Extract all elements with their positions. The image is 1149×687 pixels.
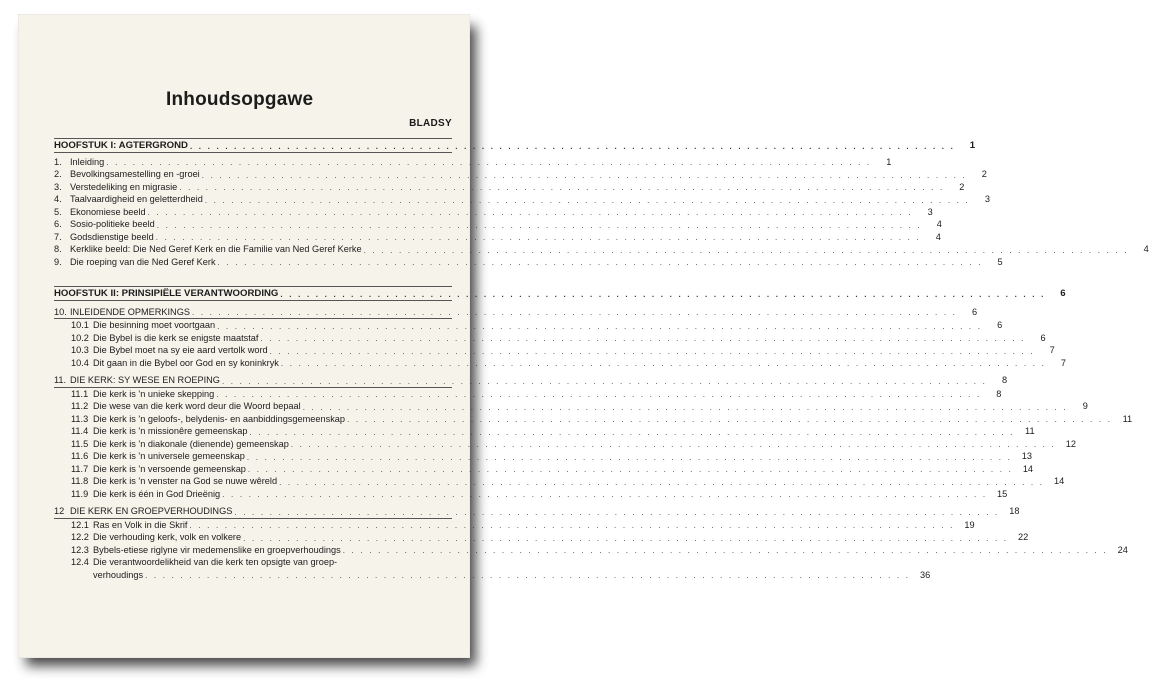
entry-number: 9. bbox=[54, 256, 62, 267]
leader-dots: . . . . . . . . . . . . . . . . . . . . . . . . . . . . . . . . . . . . . . . . . . . . . . . . . . . . . . . . . . . . . . . . . . . . . . . . . . . . . . . . . . . . . . . bbox=[243, 533, 1009, 543]
entry-label: Die Bybel is die kerk se enigste maatstaf bbox=[93, 332, 259, 343]
leader-dots: . . . . . . . . . . . . . . . . . . . . . . . . . . . . . . . . . . . . . . . . . . . . . . . . . . . . . . . . . . . . . . . . . . . . . . . . . . . . . . . . . . . . . . . bbox=[155, 233, 921, 242]
leader-dots: . . . . . . . . . . . . . . . . . . . . . . . . . . . . . . . . . . . . . . . . . . . . . . . . . . . . . . . . . . . . . . . . . . . . . . . . . . . . . . . . . . . . . . . bbox=[222, 490, 988, 499]
entry-number: 10.1 bbox=[71, 320, 89, 330]
leader-dots: . . . . . . . . . . . . . . . . . . . . . . . . . . . . . . . . . . . . . . . . . . . . . . . . . . . . . . . . . . . . . . . . . . . . . . . . . . . . . . . . . . . . . . . bbox=[290, 440, 1056, 449]
toc-entry bbox=[54, 218, 942, 231]
leader-dots: . . . . . . . . . . . . . . . . . . . . . . . . . . . . . . . . . . . . . . . . . . . . . . . . . . . . . . . . . . . . . . . . . . . . . . . . . . . . . . . . . . . . . . . bbox=[179, 183, 945, 192]
page-title: Inhoudsopgawe bbox=[166, 89, 314, 110]
entry-label: Die kerk is 'n universele gemeenskap bbox=[93, 451, 245, 461]
chapter-heading bbox=[54, 139, 976, 152]
entry-label: Die kerk is 'n diakonale (dienende) gemeenskap bbox=[93, 438, 289, 449]
leader-dots: . . . . . . . . . . . . . . . . . . . . . . . . . . . . . . . . . . . . . . . . . . . . . . . . . . . . . . . . . . . . . . . . . . . . . . . . . . . . . . . . . . . . . . . bbox=[147, 208, 913, 217]
section-entry bbox=[54, 505, 1020, 518]
page-number: 8 bbox=[1001, 375, 1008, 385]
entry-label: Die kerk is 'n missionêre gemeenskap bbox=[93, 426, 248, 436]
entry-number: 12 bbox=[54, 506, 65, 516]
entry-label: Ekonomiese beeld bbox=[70, 206, 146, 217]
entry-label: Die wese van die kerk word deur die Woord bepaal bbox=[93, 401, 301, 411]
entry-label: Die verantwoordelikheid van die kerk ten opsigte van groep- bbox=[93, 557, 338, 567]
entry-number: 5. bbox=[54, 206, 62, 217]
leader-dots: . . . . . . . . . . . . . . . . . . . . . . . . . . . . . . . . . . . . . . . . . . . . . . . . . . . . . . . . . . . . . . . . . . . . . . . . . . . . . . . . . . . . . . . bbox=[156, 220, 922, 230]
chapter-title: HOOFSTUK II: PRINSIPIËLE VERANTWOORDING bbox=[54, 288, 279, 299]
page-number: 5 bbox=[997, 256, 1003, 267]
toc-subentry bbox=[54, 425, 1035, 438]
leader-dots: . . . . . . . . . . . . . . . . . . . . . . . . . . . . . . . . . . . . . . . . . . . . . . . . . . . . . . . . . . . . . . . . . . . . . . . . . . . . . . . . . . . . . . . bbox=[221, 376, 988, 386]
entry-number: 10. bbox=[54, 306, 67, 317]
toc-subentry bbox=[54, 413, 1133, 426]
subentry-line bbox=[54, 569, 931, 582]
page-number: 36 bbox=[919, 569, 931, 580]
entry-number: 11.8 bbox=[71, 476, 89, 486]
leader-dots: . . . . . . . . . . . . . . . . . . . . . . . . . . . . . . . . . . . . . . . . . . . . . . . . . . . . . . . . . . . . . . . . . . . . . . . . . . . . . . . . . . . . . . . bbox=[342, 546, 1108, 555]
page-number: 13 bbox=[1021, 451, 1033, 461]
entry-label: Taalvaardigheid en geletterdheid bbox=[70, 194, 203, 204]
page-column-header: BLADSY bbox=[409, 118, 452, 129]
page-number: 2 bbox=[959, 181, 965, 192]
toc-entry bbox=[54, 256, 1003, 269]
entry-number: 10.3 bbox=[71, 345, 89, 355]
entry-label: Die roeping van die Ned Geref Kerk bbox=[70, 256, 216, 267]
leader-dots: . . . . . . . . . . . . . . . . . . . . . . . . . . . . . . . . . . . . . . . . . . . . . . . . . . . . . . . . . . . . . . . . . . . . . . . . . . . . . . . . . . . . . . . bbox=[191, 308, 958, 317]
page-number: 6 bbox=[1040, 332, 1046, 343]
entry-number: 11.5 bbox=[71, 438, 89, 449]
toc-entry bbox=[54, 181, 965, 194]
leader-dots: . . . . . . . . . . . . . . . . . . . . . . . . . . . . . . . . . . . . . . . . . . . . . . . . . . . . . . . . . . . . . . . . . . . . . . . . . . . . . . . . . . . . . . . bbox=[279, 477, 1045, 487]
leader-dots: . . . . . . . . . . . . . . . . . . . . . . . . . . . . . . . . . . . . . . . . . . . . . . . . . . . . . . . . . . . . . . . . . . . . . . . . . . . . . . . . . . . . . . . bbox=[234, 507, 1000, 517]
section-entry bbox=[54, 306, 978, 319]
leader-dots: . . . . . . . . . . . . . . . . . . . . . . . . . . . . . . . . . . . . . . . . . . . . . . . . . . . . . . . . . . . . . . . . . . . . . . . . . . . . . . . . . . . . . . . bbox=[216, 390, 982, 399]
entry-number: 11.9 bbox=[71, 488, 89, 499]
toc-entry bbox=[54, 168, 987, 181]
page-number: 2 bbox=[981, 169, 987, 179]
toc-subentry bbox=[54, 344, 1055, 357]
entry-number: 11.6 bbox=[71, 451, 89, 461]
page-number: 7 bbox=[1060, 357, 1067, 368]
leader-dots: . . . . . . . . . . . . . . . . . . . . . . . . . . . . . . . . . . . . . . . . . . . . . . . . . . . . . . . . . . . . . . . . . . . . . . . . . . . . . . . . . . . . . . . bbox=[280, 289, 1046, 299]
entry-number: 1. bbox=[54, 156, 62, 167]
entry-label: Die verhouding kerk, volk en volkere bbox=[93, 532, 242, 542]
leader-dots: . . . . . . . . . . . . . . . . . . . . . . . . . . . . . . . . . . . . . . . . . . . . . . . . . . . . . . . . . . . . . . . . . . . . . . . . . . . . . . . . . . . . . . . bbox=[217, 321, 983, 331]
page-number: 24 bbox=[1117, 544, 1128, 555]
entry-label: Ras en Volk in die Skrif bbox=[93, 519, 188, 530]
leader-dots: . . . . . . . . . . . . . . . . . . . . . . . . . . . . . . . . . . . . . . . . . . . . . . . . . . . . . . . . . . . . . . . . . . . . . . . . . . . . . . . . . . . . . . . bbox=[347, 415, 1113, 424]
entry-label: DIE KERK: SY WESE EN ROEPING bbox=[70, 375, 220, 385]
entry-label: Die kerk is 'n geloofs-, belydenis- en aanbiddingsgemeenskap bbox=[93, 413, 346, 424]
entry-label: Die besinning moet voortgaan bbox=[93, 320, 216, 330]
page-number: 4 bbox=[936, 219, 942, 229]
entry-label: Kerklike beeld: Die Ned Geref Kerk en die Familie van Ned Geref Kerke bbox=[70, 244, 362, 254]
page-number: 11 bbox=[1122, 413, 1133, 424]
entry-number: 6. bbox=[54, 219, 62, 229]
entry-number: 11. bbox=[54, 375, 67, 385]
document-page bbox=[18, 14, 1149, 658]
entry-number: 7. bbox=[54, 231, 62, 242]
page-number: 11 bbox=[1025, 426, 1035, 436]
leader-dots: . . . . . . . . . . . . . . . . . . . . . . . . . . . . . . . . . . . . . . . . . . . . . . . . . . . . . . . . . . . . . . . . . . . . . . . . . . . . . . . . . . . . . . . bbox=[189, 521, 955, 530]
page-number: 4 bbox=[1143, 244, 1149, 254]
toc-subentry bbox=[54, 450, 1033, 463]
entry-number: 11.7 bbox=[71, 463, 89, 474]
toc-subentry bbox=[54, 531, 1029, 544]
entry-label: Godsdienstige beeld bbox=[70, 231, 154, 242]
leader-dots: . . . . . . . . . . . . . . . . . . . . . . . . . . . . . . . . . . . . . . . . . . . . . . . . . . . . . . . . . . . . . . . . . . . . . . . . . . . . . . . . . . . . . . . bbox=[204, 195, 970, 205]
toc-entry bbox=[54, 156, 892, 169]
entry-label: INLEIDENDE OPMERKINGS bbox=[70, 306, 190, 317]
page-number: 15 bbox=[997, 488, 1008, 499]
entry-label: Die kerk is 'n unieke skepping bbox=[93, 388, 215, 399]
toc-subentry bbox=[54, 332, 1046, 345]
leader-dots: . . . . . . . . . . . . . . . . . . . . . . . . . . . . . . . . . . . . . . . . . . . . . . . . . . . . . . . . . . . . . . . . . . . . . . . . . . . . . . . . . . . . . . . bbox=[269, 346, 1035, 356]
section-entry bbox=[54, 374, 1008, 387]
toc-subentry bbox=[54, 400, 1088, 413]
entry-number: 12.3 bbox=[71, 544, 89, 555]
page-number: 3 bbox=[927, 206, 933, 217]
page-number: 12 bbox=[1065, 438, 1076, 449]
entry-number: 11.4 bbox=[71, 426, 89, 436]
entry-number: 12.2 bbox=[71, 532, 89, 542]
leader-dots: . . . . . . . . . . . . . . . . . . . . . . . . . . . . . . . . . . . . . . . . . . . . . . . . . . . . . . . . . . . . . . . . . . . . . . . . . . . . . . . . . . . . . . . bbox=[106, 158, 872, 167]
entry-label: Dit gaan in die Bybel oor God en sy koninkryk bbox=[93, 357, 279, 368]
entry-label-continued: verhoudings bbox=[93, 569, 144, 580]
entry-label: Sosio-politieke beeld bbox=[70, 219, 155, 229]
entry-label: Die kerk is één in God Drieënig bbox=[93, 488, 221, 499]
chapter-heading bbox=[54, 287, 1066, 300]
toc-subentry bbox=[54, 544, 1128, 557]
entry-number: 10.4 bbox=[71, 357, 89, 368]
entry-label: DIE KERK EN GROEPVERHOUDINGS bbox=[70, 506, 233, 516]
toc-entry bbox=[54, 206, 933, 219]
page-number: 4 bbox=[935, 231, 941, 242]
leader-dots: . . . . . . . . . . . . . . . . . . . . . . . . . . . . . . . . . . . . . . . . . . . . . . . . . . . . . . . . . . . . . . . . . . . . . . . . . . . . . . . . . . . . . . . bbox=[247, 465, 1014, 474]
table-of-contents bbox=[54, 138, 1149, 581]
entry-label: Die kerk is 'n versoende gemeenskap bbox=[93, 463, 246, 474]
toc-subentry bbox=[54, 357, 1067, 370]
leader-dots: . . . . . . . . . . . . . . . . . . . . . . . . . . . . . . . . . . . . . . . . . . . . . . . . . . . . . . . . . . . . . . . . . . . . . . . . . . . . . . . . . . . . . . . bbox=[249, 427, 1015, 437]
leader-dots: . . . . . . . . . . . . . . . . . . . . . . . . . . . . . . . . . . . . . . . . . . . . . . . . . . . . . . . . . . . . . . . . . . . . . . . . . . . . . . . . . . . . . . . bbox=[189, 141, 956, 151]
page-number: 18 bbox=[1009, 506, 1020, 516]
toc-entry bbox=[54, 243, 1149, 256]
chapter-title: HOOFSTUK I: AGTERGROND bbox=[54, 140, 188, 151]
page-number: 14 bbox=[1053, 476, 1065, 486]
entry-label: Die kerk is 'n venster na God se nuwe wêreld bbox=[93, 476, 278, 486]
page-number: 1 bbox=[969, 140, 976, 151]
entry-number: 11.1 bbox=[71, 388, 89, 399]
entry-number: 12.1 bbox=[71, 519, 89, 530]
page-number: 3 bbox=[984, 194, 990, 204]
toc-entry bbox=[54, 231, 941, 244]
entry-number: 10.2 bbox=[71, 332, 89, 343]
leader-dots: . . . . . . . . . . . . . . . . . . . . . . . . . . . . . . . . . . . . . . . . . . . . . . . . . . . . . . . . . . . . . . . . . . . . . . . . . . . . . . . . . . . . . . . bbox=[201, 170, 967, 180]
leader-dots: . . . . . . . . . . . . . . . . . . . . . . . . . . . . . . . . . . . . . . . . . . . . . . . . . . . . . . . . . . . . . . . . . . . . . . . . . . . . . . . . . . . . . . . bbox=[145, 571, 911, 580]
entry-label: Inleiding bbox=[70, 156, 105, 167]
page-number: 9 bbox=[1082, 401, 1088, 411]
page-number: 8 bbox=[996, 388, 1002, 399]
toc-subentry bbox=[54, 556, 931, 581]
leader-dots: . . . . . . . . . . . . . . . . . . . . . . . . . . . . . . . . . . . . . . . . . . . . . . . . . . . . . . . . . . . . . . . . . . . . . . . . . . . . . . . . . . . . . . . bbox=[363, 245, 1129, 255]
leader-dots: . . . . . . . . . . . . . . . . . . . . . . . . . . . . . . . . . . . . . . . . . . . . . . . . . . . . . . . . . . . . . . . . . . . . . . . . . . . . . . . . . . . . . . . bbox=[246, 452, 1013, 462]
entry-label: Bybels-etiese riglyne vir medemenslike en groepverhoudings bbox=[93, 544, 341, 555]
page-number: 6 bbox=[971, 306, 978, 317]
page-number: 1 bbox=[886, 156, 892, 167]
toc-subentry bbox=[54, 463, 1034, 476]
leader-dots: . . . . . . . . . . . . . . . . . . . . . . . . . . . . . . . . . . . . . . . . . . . . . . . . . . . . . . . . . . . . . . . . . . . . . . . . . . . . . . . . . . . . . . . bbox=[280, 359, 1047, 368]
entry-label: Bevolkingsamestelling en -groei bbox=[70, 169, 200, 179]
toc-subentry bbox=[54, 475, 1065, 488]
page-number: 6 bbox=[997, 320, 1003, 330]
entry-number: 4. bbox=[54, 194, 62, 204]
page-number: 22 bbox=[1018, 532, 1029, 542]
page-number: 19 bbox=[964, 519, 975, 530]
page-number: 7 bbox=[1049, 345, 1055, 355]
leader-dots: . . . . . . . . . . . . . . . . . . . . . . . . . . . . . . . . . . . . . . . . . . . . . . . . . . . . . . . . . . . . . . . . . . . . . . . . . . . . . . . . . . . . . . . bbox=[217, 258, 983, 267]
subentry-line bbox=[54, 556, 452, 569]
entry-number: 11.3 bbox=[71, 413, 89, 424]
leader-dots: . . . . . . . . . . . . . . . . . . . . . . . . . . . . . . . . . . . . . . . . . . . . . . . . . . . . . . . . . . . . . . . . . . . . . . . . . . . . . . . . . . . . . . . bbox=[302, 402, 1068, 412]
toc-subentry bbox=[54, 438, 1076, 451]
entry-number: 12.4 bbox=[71, 557, 89, 567]
toc-subentry bbox=[54, 488, 1008, 501]
entry-number: 8. bbox=[54, 244, 62, 254]
entry-number: 2. bbox=[54, 169, 62, 179]
toc-subentry bbox=[54, 519, 975, 532]
leader-dots: . . . . . . . . . . . . . . . . . . . . . . . . . . . . . . . . . . . . . . . . . . . . . . . . . . . . . . . . . . . . . . . . . . . . . . . . . . . . . . . . . . . . . . . bbox=[260, 334, 1026, 343]
toc-subentry bbox=[54, 319, 1003, 332]
page-number: 6 bbox=[1060, 288, 1066, 299]
entry-label: Die Bybel moet na sy eie aard vertolk word bbox=[93, 345, 268, 355]
page-number: 14 bbox=[1022, 463, 1034, 474]
entry-number: 3. bbox=[54, 181, 62, 192]
entry-label: Verstedeliking en migrasie bbox=[70, 181, 178, 192]
toc-entry bbox=[54, 193, 990, 206]
entry-number: 11.2 bbox=[71, 401, 89, 411]
toc-subentry bbox=[54, 388, 1002, 401]
